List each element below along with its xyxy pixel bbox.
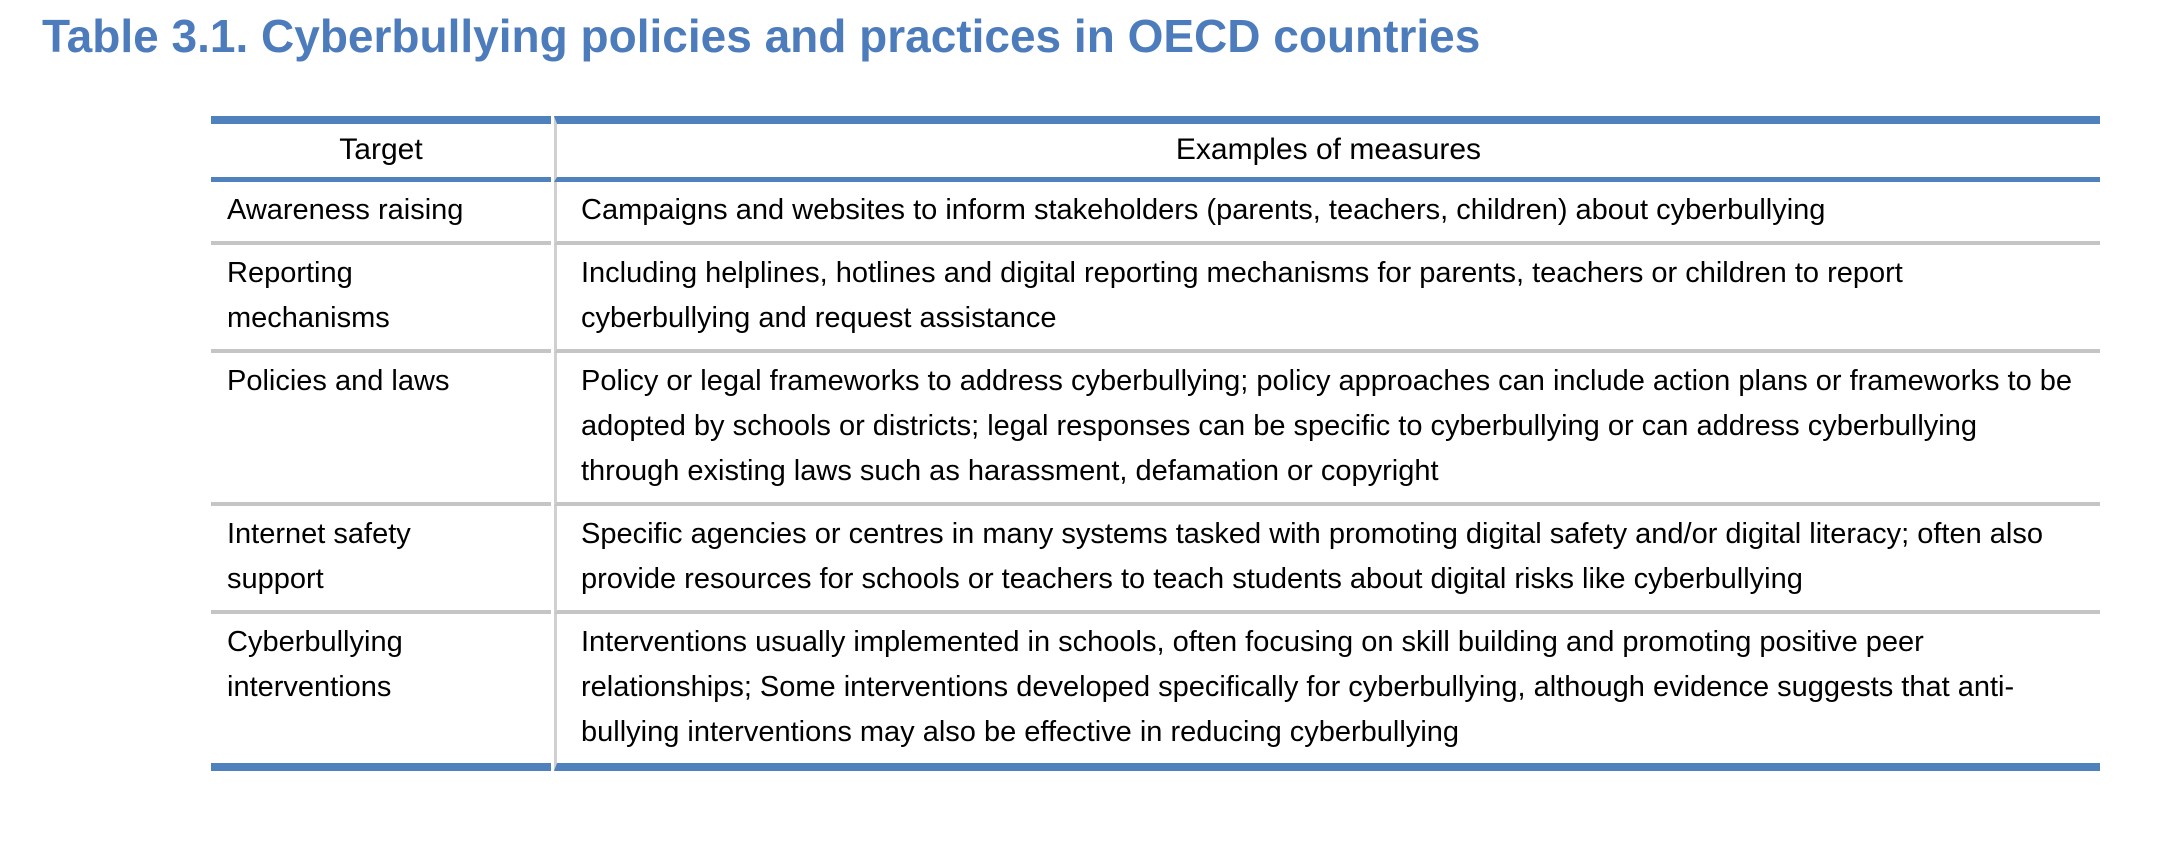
table-caption: Table 3.1. Cyberbullying policies and practices in OECD countries <box>42 10 1481 62</box>
measures-cell-awareness-raising: Campaigns and websites to inform stakeholders (parents, teachers, children) about cyberbullying <box>554 182 2100 245</box>
measures-cell-reporting-mechanisms: Including helplines, hotlines and digital reporting mechanisms for parents, teachers or children to report cyberbullying and request assistance <box>554 245 2100 353</box>
measures-cell-cyberbullying-interventions: Interventions usually implemented in schools, often focusing on skill building and promoting positive peer relationships; Some interventions developed specifically for cyberbullying, although evidence suggests that anti-bullying interventions may also be effective in reducing cyberbullying <box>554 614 2100 771</box>
target-cell-awareness-raising: Awareness raising <box>211 182 551 245</box>
target-cell-internet-safety-support: Internet safety support <box>211 506 551 614</box>
table-row <box>211 245 2100 353</box>
column-header-target: Target <box>211 116 551 182</box>
column-header-measures: Examples of measures <box>554 116 2100 182</box>
table-row <box>211 182 2100 245</box>
table-row <box>211 506 2100 614</box>
measures-cell-policies-and-laws: Policy or legal frameworks to address cyberbullying; policy approaches can include action plans or frameworks to be adopted by schools or districts; legal responses can be specific to cyberbullying or can address cyberbullying through existing laws such as harassment, defamation or copyright <box>554 353 2100 506</box>
table-header-row <box>211 116 2100 182</box>
table-container <box>208 116 2170 771</box>
target-cell-cyberbullying-interventions: Cyberbullying interventions <box>211 614 551 771</box>
cyberbullying-policies-table <box>208 116 2103 771</box>
target-cell-reporting-mechanisms: Reporting mechanisms <box>211 245 551 353</box>
table-row <box>211 614 2100 771</box>
table-row <box>211 353 2100 506</box>
measures-cell-internet-safety-support: Specific agencies or centres in many systems tasked with promoting digital safety and/or digital literacy; often also provide resources for schools or teachers to teach students about digital risks like cyberbullying <box>554 506 2100 614</box>
document-page <box>0 10 2170 771</box>
target-cell-policies-and-laws: Policies and laws <box>211 353 551 506</box>
